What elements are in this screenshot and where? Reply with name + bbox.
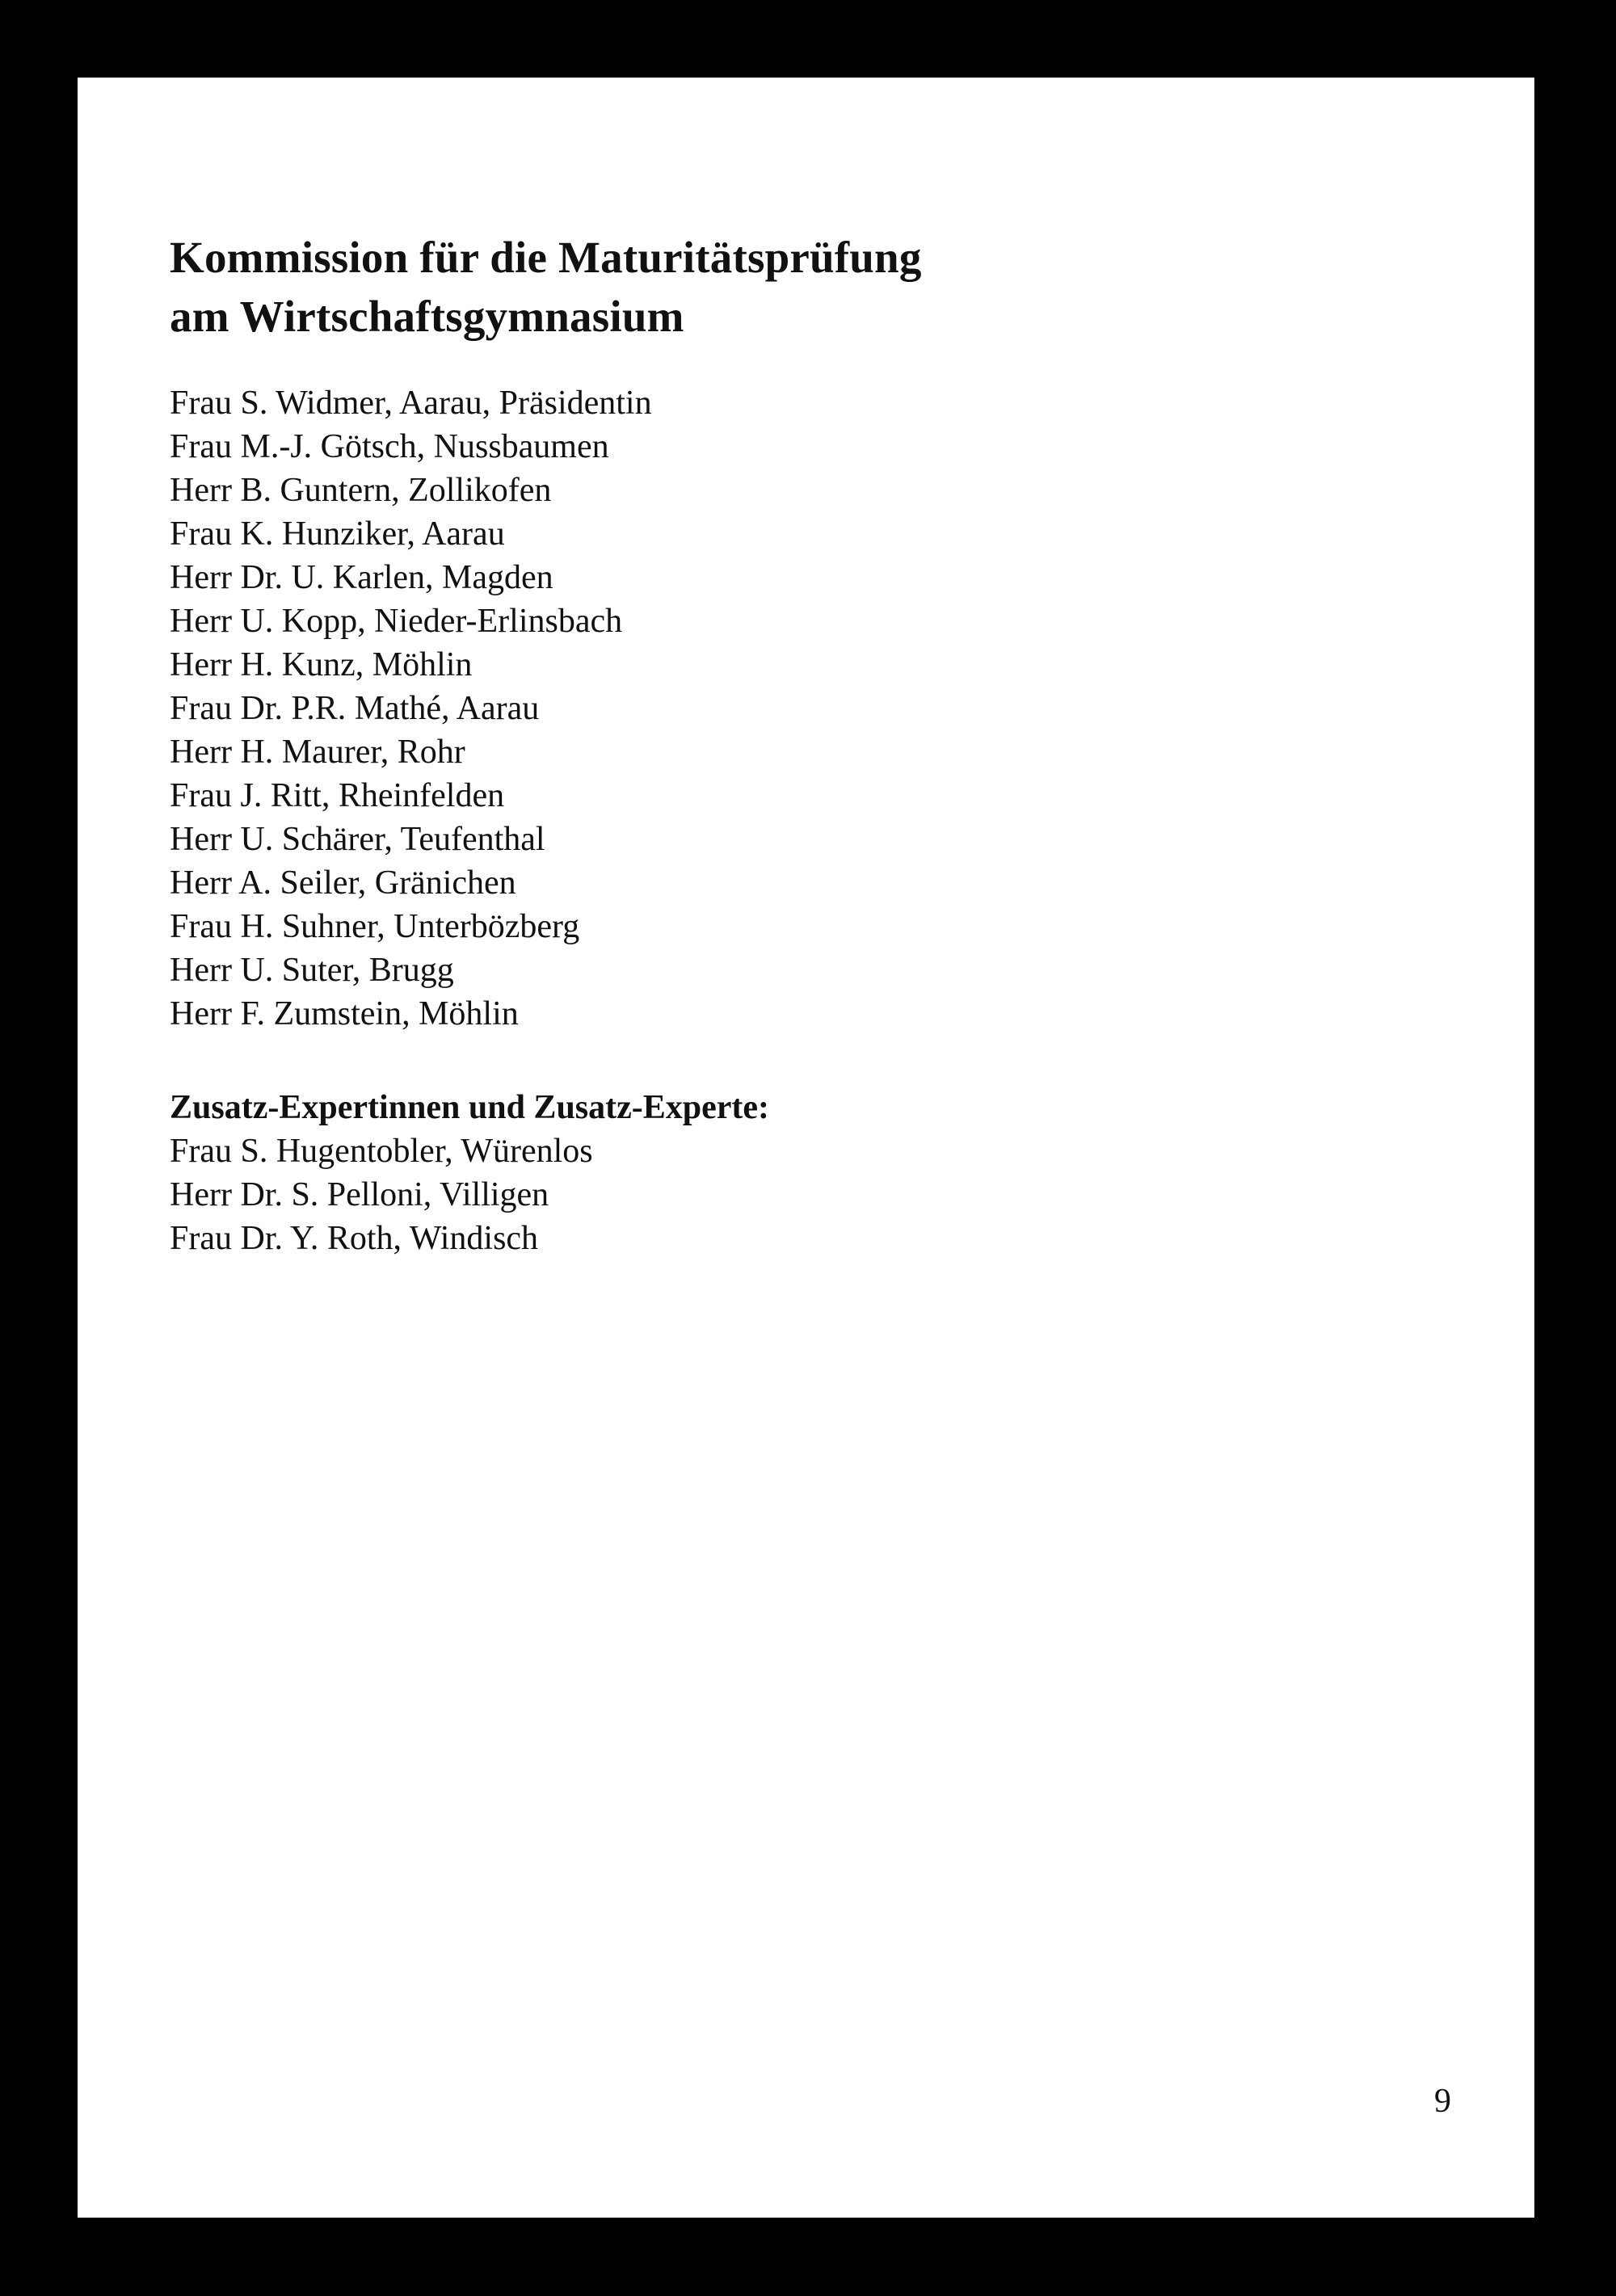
member-item: Frau H. Suhner, Unterbözberg [170, 908, 580, 945]
member-item: Herr Dr. U. Karlen, Magden [170, 559, 553, 596]
member-item: Herr B. Guntern, Zollikofen [170, 472, 552, 509]
additional-experts-section [170, 1086, 769, 1260]
member-item: Frau Dr. P.R. Mathé, Aarau [170, 690, 540, 727]
member-item: Herr U. Suter, Brugg [170, 952, 454, 989]
member-item: Frau J. Ritt, Rheinfelden [170, 777, 505, 814]
member-item: Herr H. Kunz, Möhlin [170, 646, 473, 683]
expert-item: Frau Dr. Y. Roth, Windisch [170, 1220, 539, 1257]
page-number: 9 [1434, 2083, 1451, 2120]
member-item: Frau M.-J. Götsch, Nussbaumen [170, 428, 609, 465]
expert-item: Herr Dr. S. Pelloni, Villigen [170, 1176, 549, 1213]
experts-list [170, 1129, 769, 1260]
member-item: Frau K. Hunziker, Aarau [170, 515, 505, 553]
member-item: Herr F. Zumstein, Möhlin [170, 995, 519, 1032]
title-line-1: Kommission für die Maturitätsprüfung [170, 233, 922, 282]
member-item: Herr A. Seiler, Gränichen [170, 864, 516, 902]
document-page [78, 78, 1534, 2218]
member-item: Frau S. Widmer, Aarau, Präsidentin [170, 385, 652, 422]
title-line-2: am Wirtschaftsgymnasium [170, 292, 684, 341]
expert-item: Frau S. Hugentobler, Würenlos [170, 1133, 593, 1170]
member-item: Herr U. Kopp, Nieder-Erlinsbach [170, 603, 623, 640]
document-title [170, 228, 922, 346]
experts-heading: Zusatz-Expertinnen und Zusatz-Experte: [170, 1089, 770, 1126]
member-item: Herr U. Schärer, Teufenthal [170, 821, 545, 858]
commission-member-list [170, 381, 652, 1036]
member-item: Herr H. Maurer, Rohr [170, 734, 465, 771]
